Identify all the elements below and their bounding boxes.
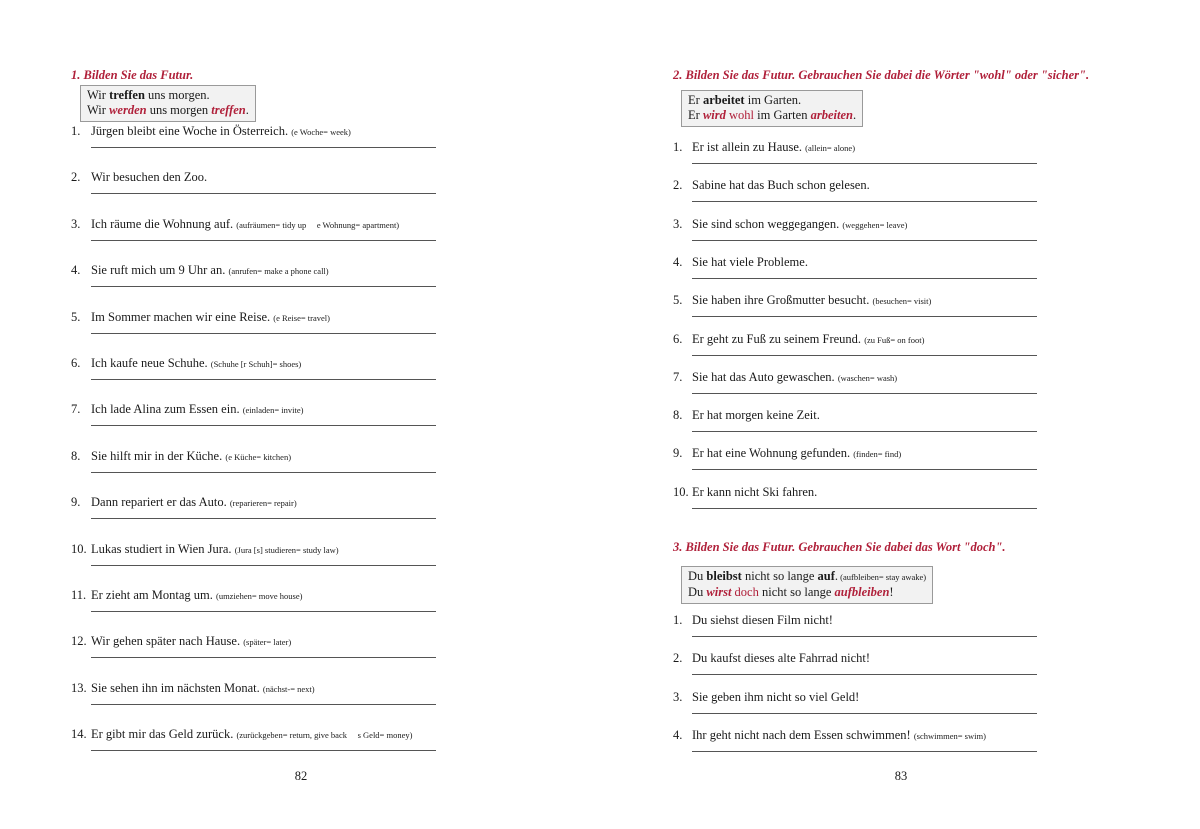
- vocabulary-gloss: (besuchen= visit): [872, 296, 932, 307]
- sentence-text: Sabine hat das Buch schon gelesen.: [692, 178, 870, 193]
- exercise-sentence: [692, 408, 820, 423]
- sentence-text: Wir besuchen den Zoo.: [91, 170, 208, 185]
- exercise-item: [673, 408, 1043, 448]
- exercise-sentence: [91, 495, 297, 510]
- exercise-number: 10.: [71, 541, 87, 556]
- answer-line[interactable]: [692, 751, 1037, 752]
- answer-line[interactable]: [91, 147, 436, 148]
- example-future-line: Wir werden uns morgen treffen.: [87, 103, 249, 117]
- sentence-text: Er ist allein zu Hause.: [692, 140, 803, 154]
- exercise-number: 3.: [673, 216, 683, 231]
- exercise-sentence: [91, 402, 303, 417]
- exercise-sentence: [91, 681, 315, 696]
- exercise-sentence: [692, 293, 931, 308]
- exercise-item: [71, 402, 441, 442]
- answer-line[interactable]: [91, 750, 436, 751]
- exercise-sentence: [692, 690, 859, 705]
- sentence-text: Er kann nicht Ski fahren.: [692, 484, 818, 499]
- exercise-number: 2.: [673, 178, 683, 193]
- answer-line[interactable]: [692, 240, 1037, 241]
- exercise-3-example-box: [681, 566, 933, 604]
- exercise-item: [71, 310, 441, 350]
- answer-line[interactable]: [91, 472, 436, 473]
- answer-line[interactable]: [692, 316, 1037, 317]
- answer-line[interactable]: [91, 240, 436, 241]
- exercise-item: [71, 356, 441, 396]
- exercise-item: [673, 178, 1043, 218]
- sentence-text: Wir gehen später nach Hause.: [91, 634, 241, 649]
- exercise-sentence: [91, 449, 291, 464]
- exercise-item: [71, 634, 441, 674]
- vocabulary-gloss: (e Reise= travel): [273, 312, 330, 323]
- exercise-number: 1.: [673, 613, 683, 627]
- vocabulary-gloss: (aufräumen= tidy up e Wohnung= apartment): [236, 219, 400, 230]
- exercise-item: [673, 255, 1043, 295]
- sentence-text: Ich lade Alina zum Essen ein.: [91, 402, 240, 417]
- sentence-text: Er hat eine Wohnung gefunden.: [692, 446, 851, 461]
- exercise-item: [673, 370, 1043, 410]
- exercise-sentence: [91, 124, 351, 139]
- example-future-line: Er wird wohl im Garten arbeiten.: [688, 108, 857, 122]
- exercise-item: [673, 613, 1043, 653]
- exercise-2-example-box: [681, 90, 863, 127]
- exercise-number: 11.: [71, 588, 87, 602]
- answer-line[interactable]: [91, 379, 436, 380]
- exercise-number: 7.: [71, 402, 81, 417]
- vocabulary-gloss: (allein= alone): [805, 143, 856, 153]
- exercise-3-heading: 3. Bilden Sie das Futur. Gebrauchen Sie dabei das Wort "doch".: [673, 540, 1006, 554]
- exercise-number: 14.: [71, 727, 87, 742]
- exercise-number: 13.: [71, 680, 87, 695]
- exercise-sentence: [91, 170, 207, 185]
- exercise-number: 3.: [71, 216, 81, 231]
- exercise-number: 4.: [673, 727, 683, 742]
- vocabulary-gloss: (nächst-= next): [262, 683, 315, 694]
- answer-line[interactable]: [91, 611, 436, 612]
- exercise-number: 8.: [71, 448, 81, 463]
- sentence-text: Im Sommer machen wir eine Reise.: [91, 309, 271, 324]
- vocabulary-gloss: (zurückgeben= return, give back s Geld= money): [236, 730, 413, 741]
- vocabulary-gloss: (zu Fuß= on foot): [864, 334, 925, 345]
- answer-line[interactable]: [91, 425, 436, 426]
- sentence-text: Er geht zu Fuß zu seinem Freund.: [692, 331, 862, 346]
- sentence-text: Er hat morgen keine Zeit.: [692, 408, 820, 423]
- exercise-1-example-box: [80, 85, 256, 122]
- exercise-item: [673, 728, 1043, 768]
- exercise-number: 8.: [673, 408, 683, 423]
- vocabulary-gloss: (anrufen= make a phone call): [228, 266, 329, 277]
- sentence-text: Lukas studiert in Wien Jura.: [91, 541, 232, 556]
- sentence-text: Sie haben ihre Großmutter besucht.: [692, 293, 870, 308]
- answer-line[interactable]: [91, 193, 436, 194]
- vocabulary-gloss: (Schuhe [r Schuh]= shoes): [210, 359, 302, 369]
- exercise-3-list: [673, 613, 1043, 763]
- sentence-text: Jürgen bleibt eine Woche in Österreich.: [91, 124, 289, 138]
- sentence-text: Er zieht am Montag um.: [91, 588, 213, 602]
- answer-line[interactable]: [692, 508, 1037, 509]
- answer-line[interactable]: [692, 201, 1037, 202]
- exercise-item: [673, 140, 1043, 180]
- exercise-sentence: [692, 217, 907, 232]
- sentence-text: Du kaufst dieses alte Fahrrad nicht!: [692, 651, 871, 666]
- page-number: 82: [294, 769, 308, 783]
- exercise-item: [673, 217, 1043, 257]
- vocabulary-gloss: (finden= find): [853, 449, 902, 460]
- sentence-text: Sie ruft mich um 9 Uhr an.: [91, 263, 226, 278]
- exercise-number: 1.: [71, 124, 81, 138]
- exercise-sentence: [692, 485, 817, 500]
- exercise-sentence: [692, 651, 870, 666]
- exercise-number: 4.: [673, 254, 683, 269]
- vocabulary-gloss: (schwimmen= swim): [913, 730, 986, 741]
- exercise-sentence: [91, 727, 412, 742]
- answer-line[interactable]: [91, 333, 436, 334]
- answer-line[interactable]: [692, 713, 1037, 714]
- exercise-item: [71, 217, 441, 257]
- exercise-number: 5.: [673, 293, 683, 308]
- exercise-sentence: [91, 634, 291, 649]
- sentence-text: Sie geben ihm nicht so viel Geld!: [692, 689, 860, 704]
- vocabulary-gloss: (weggehen= leave): [842, 219, 908, 230]
- exercise-number: 2.: [71, 170, 81, 185]
- exercise-item: [71, 588, 441, 628]
- exercise-number: 2.: [673, 651, 683, 666]
- exercise-sentence: [91, 356, 301, 371]
- exercise-sentence: [692, 332, 924, 347]
- vocabulary-gloss: (reparieren= repair): [229, 498, 297, 509]
- exercise-sentence: [91, 263, 329, 278]
- exercise-sentence: [692, 178, 870, 193]
- exercise-sentence: [692, 446, 901, 461]
- example-future-line: Du wirst doch nicht so lange aufbleiben!: [688, 585, 894, 599]
- example-present-line: Du bleibst nicht so lange auf. (aufbleiben= stay awake): [688, 569, 927, 583]
- exercise-number: 9.: [71, 495, 81, 510]
- exercise-item: [673, 690, 1043, 730]
- example-present-line: Wir treffen uns morgen.: [87, 88, 210, 102]
- exercise-item: [673, 293, 1043, 333]
- vocabulary-gloss: (einladen= invite): [242, 405, 304, 416]
- answer-line[interactable]: [692, 636, 1037, 637]
- sentence-text: Sie hilft mir in der Küche.: [91, 448, 223, 463]
- exercise-sentence: [692, 728, 986, 743]
- answer-line[interactable]: [692, 355, 1037, 356]
- answer-line[interactable]: [692, 431, 1037, 432]
- exercise-1-list: [71, 124, 441, 764]
- sentence-text: Dann repariert er das Auto.: [91, 495, 227, 510]
- answer-line[interactable]: [91, 657, 436, 658]
- example-present-line: Er arbeitet im Garten.: [688, 93, 802, 107]
- answer-line[interactable]: [91, 565, 436, 566]
- exercise-sentence: [692, 613, 833, 628]
- right-page: [600, 0, 1200, 829]
- exercise-sentence: [91, 310, 330, 325]
- exercise-item: [71, 495, 441, 535]
- answer-line[interactable]: [692, 278, 1037, 279]
- vocabulary-gloss: (umziehen= move house): [215, 591, 303, 601]
- exercise-item: [71, 170, 441, 210]
- page-number: 83: [894, 769, 908, 783]
- exercise-number: 12.: [71, 634, 87, 649]
- answer-line[interactable]: [91, 518, 436, 519]
- answer-line[interactable]: [91, 286, 436, 287]
- sentence-text: Ich kaufe neue Schuhe.: [91, 356, 208, 370]
- exercise-item: [71, 449, 441, 489]
- answer-line[interactable]: [91, 704, 436, 705]
- exercise-number: 9.: [673, 446, 683, 461]
- exercise-2-list: [673, 140, 1043, 530]
- sentence-text: Ich räume die Wohnung auf.: [91, 216, 234, 231]
- exercise-item: [673, 332, 1043, 372]
- sentence-text: Sie sehen ihn im nächsten Monat.: [91, 680, 260, 695]
- exercise-sentence: [91, 542, 339, 557]
- exercise-item: [673, 446, 1043, 486]
- answer-line[interactable]: [692, 393, 1037, 394]
- exercise-number: 5.: [71, 309, 81, 324]
- exercise-sentence: [91, 217, 399, 232]
- vocabulary-gloss: (später= later): [243, 637, 292, 648]
- vocabulary-gloss: (Jura [s] studieren= study law): [234, 544, 339, 555]
- exercise-number: 7.: [673, 369, 683, 384]
- exercise-item: [673, 651, 1043, 691]
- vocabulary-gloss: (e Küche= kitchen): [225, 451, 292, 462]
- sentence-text: Du siehst diesen Film nicht!: [692, 613, 833, 627]
- sentence-text: Sie hat das Auto gewaschen.: [692, 369, 835, 384]
- exercise-number: 10.: [673, 484, 689, 499]
- exercise-sentence: [91, 588, 302, 603]
- exercise-number: 4.: [71, 263, 81, 278]
- exercise-number: 6.: [673, 331, 683, 346]
- exercise-number: 3.: [673, 689, 683, 704]
- exercise-item: [71, 681, 441, 721]
- vocabulary-gloss: (e Woche= week): [291, 127, 351, 137]
- exercise-sentence: [692, 255, 808, 270]
- exercise-item: [71, 124, 441, 164]
- exercise-number: 1.: [673, 140, 683, 154]
- answer-line[interactable]: [692, 674, 1037, 675]
- vocabulary-gloss: (waschen= wash): [837, 372, 898, 383]
- exercise-item: [673, 485, 1043, 525]
- sentence-text: Sie sind schon weggegangen.: [692, 216, 840, 231]
- exercise-number: 6.: [71, 356, 81, 370]
- answer-line[interactable]: [692, 163, 1037, 164]
- exercise-1-heading: 1. Bilden Sie das Futur.: [71, 68, 194, 82]
- sentence-text: Sie hat viele Probleme.: [692, 254, 808, 269]
- exercise-item: [71, 727, 441, 767]
- exercise-2-heading: 2. Bilden Sie das Futur. Gebrauchen Sie dabei die Wörter "wohl" oder "sicher".: [673, 68, 1090, 82]
- exercise-sentence: [692, 140, 855, 155]
- exercise-item: [71, 542, 441, 582]
- answer-line[interactable]: [692, 469, 1037, 470]
- sentence-text: Er gibt mir das Geld zurück.: [91, 727, 234, 742]
- exercise-item: [71, 263, 441, 303]
- sentence-text: Ihr geht nicht nach dem Essen schwimmen!: [692, 727, 911, 742]
- exercise-sentence: [692, 370, 897, 385]
